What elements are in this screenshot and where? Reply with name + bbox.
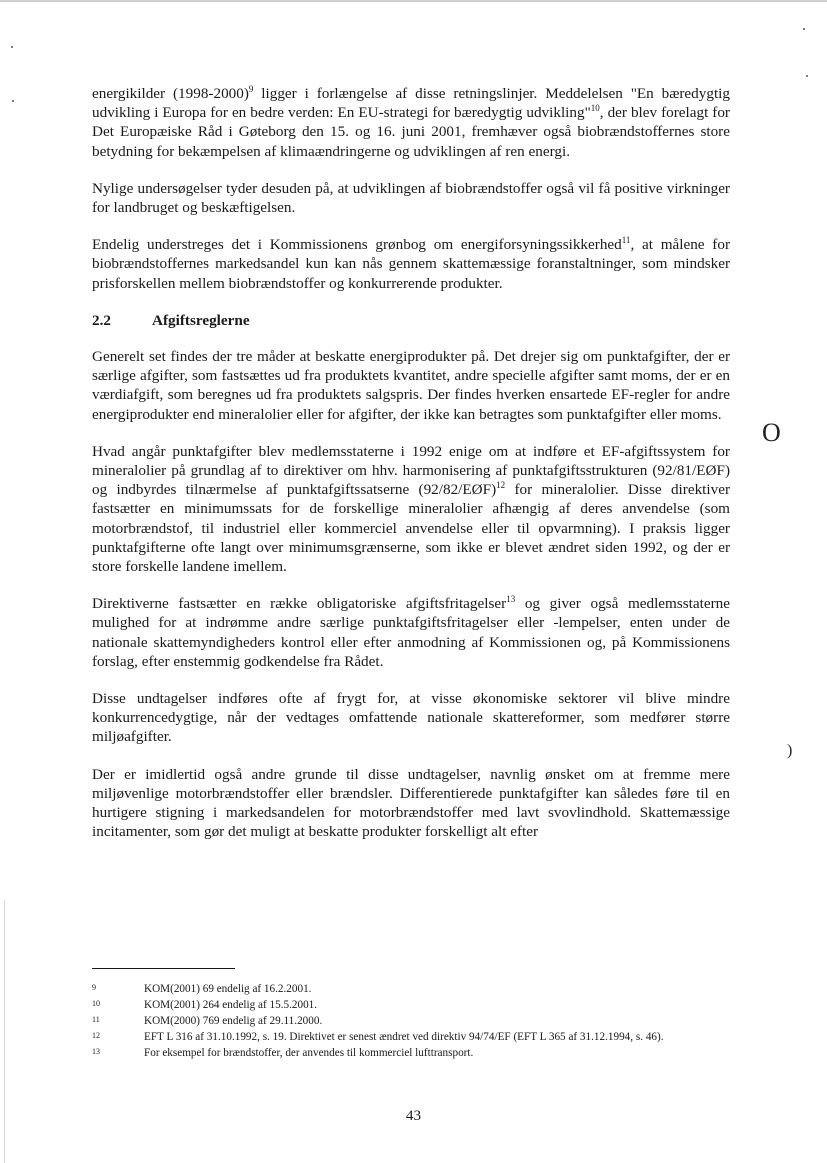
footnote: 10 KOM(2001) 264 endelig af 15.5.2001. [92,999,318,1011]
paragraph: Disse undtagelser indføres ofte af frygt for, at visse økonomiske sektorer vil blive mindre konkurrencedygtige, når der vedtages omfattende nationale skattereformer, som medfører større miljøafgifter. [92,690,730,746]
section-heading [92,311,730,330]
page-number: 43 [405,1107,422,1124]
footnote: 9 KOM(2001) 69 endelig af 16.2.2001. [92,983,312,995]
paragraph: Endelig understreges det i Kommissionens grønbog om energiforsyningssikkerhed$^{11}$, at målene for biobrændstoffernes markedsandel kun kan nås gennem skattemæssige foranstaltninger, som mindsker prisforskellen mellem biobrændstoffer og konkurrerende produkter. [92,235,730,292]
page-body [92,84,730,860]
scan-speck [11,46,13,48]
section-number: 2.2 [92,311,111,329]
paragraph: Hvad angår punktafgifter blev medlemsstaterne i 1992 enige om at indføre et EF-afgiftssystem for mineralolier på grundlag af to direktiver om hhv. harmonisering af punktafgiftsstrukturen (92/81/EØF) og indbyrdes tilnærmelse af punktafgiftssatserne (92/82/EØF)$^{12}$ for mineralolier. Disse direktiver fastsætter en minimumssats for de forskellige mineralolier afhængig af deres anvendelse (som motorbrændstof, til industriel eller kommerciel anvendelse eller til opvarmning). I praksis ligger punktafgifterne ofte langt over minimumsgrænserne, som ikke er blevet ændret siden 1992, og der er store forskelle landene imellem. [92,442,731,576]
paragraph: Generelt set findes der tre måder at beskatte energiprodukter på. Det drejer sig om punktafgifter, der er særlige afgifter, som fastsættes ud fra produktets kvantitet, andre specielle afgifter samt moms, der er en værdiafgift, som beregnes ud fra produktets salgspris. Der findes hverken ensartede EF-regler for andre energiprodukter end mineralolier eller for afgifter, der ikke kan betragtes som punktafgifter eller moms. [92,348,730,423]
paragraph: Der er imidlertid også andre grunde til disse undtagelser, navnlig ønsket om at fremme mere miljøvenlige motorbrændstoffer eller brændsler. Differentierede punktafgifter kan således føre til en hurtigere stigning i markedsandelen for motorbrændstoffer med lavt svovlindhold. Skattemæssige incitamenter, som gør det muligt at beskatte produkter forskelligt alt efter [92,765,730,841]
footnote: 13 For eksempel for brændstoffer, der anvendes til kommerciel lufttransport. [92,1047,474,1059]
margin-paren-mark: ) [787,742,793,759]
margin-circle-mark: O [762,418,781,447]
scan-speck [12,100,14,102]
paragraph: Direktiverne fastsætter en række obligatoriske afgiftsfritagelser$^{13}$ og giver også medlemsstaterne mulighed for at indrømme andre særlige punktafgiftsfritagelser eller -lempelser, enten under de nationale skattemyndigheders kontrol eller efter anmodning af Kommissionen og, på Kommissionens forslag, efter enstemmig godkendelse fra Rådet. [92,594,730,670]
footnote-separator [92,968,235,969]
section-title: Afgiftsreglerne [152,311,250,329]
paragraph: Nylige undersøgelser tyder desuden på, at udviklingen af biobrændstoffer også vil få positive virkninger for landbruget og beskæftigelsen. [92,179,730,217]
scan-top-edge [0,0,827,2]
paragraph: energikilder (1998-2000)$^9$ ligger i forlængelse af disse retningslinjer. Meddelelsen "En bæredygtig udvikling i Europa for en bedre verden: En EU-strategi for bæredygtig udvikling"$^{10}$, der blev forelagt for Det Europæiske Råd i Gøteborg den 15. og 16. juni 2001, fremhæver også biobrændstoffernes store betydning for bekæmpelsen af klimaændringerne og udviklingen af ren energi. [92,83,730,160]
footnote: 12 EFT L 316 af 31.10.1992, s. 19. Direktivet er senest ændret ved direktiv 94/74/EF (EFT L 365 af 31.12.1994, s. 46). [92,1031,664,1043]
scan-speck [803,28,805,30]
footnote: 11 KOM(2000) 769 endelig af 29.11.2000. [92,1015,323,1027]
scan-speck [806,75,808,77]
footnotes [92,982,730,1062]
